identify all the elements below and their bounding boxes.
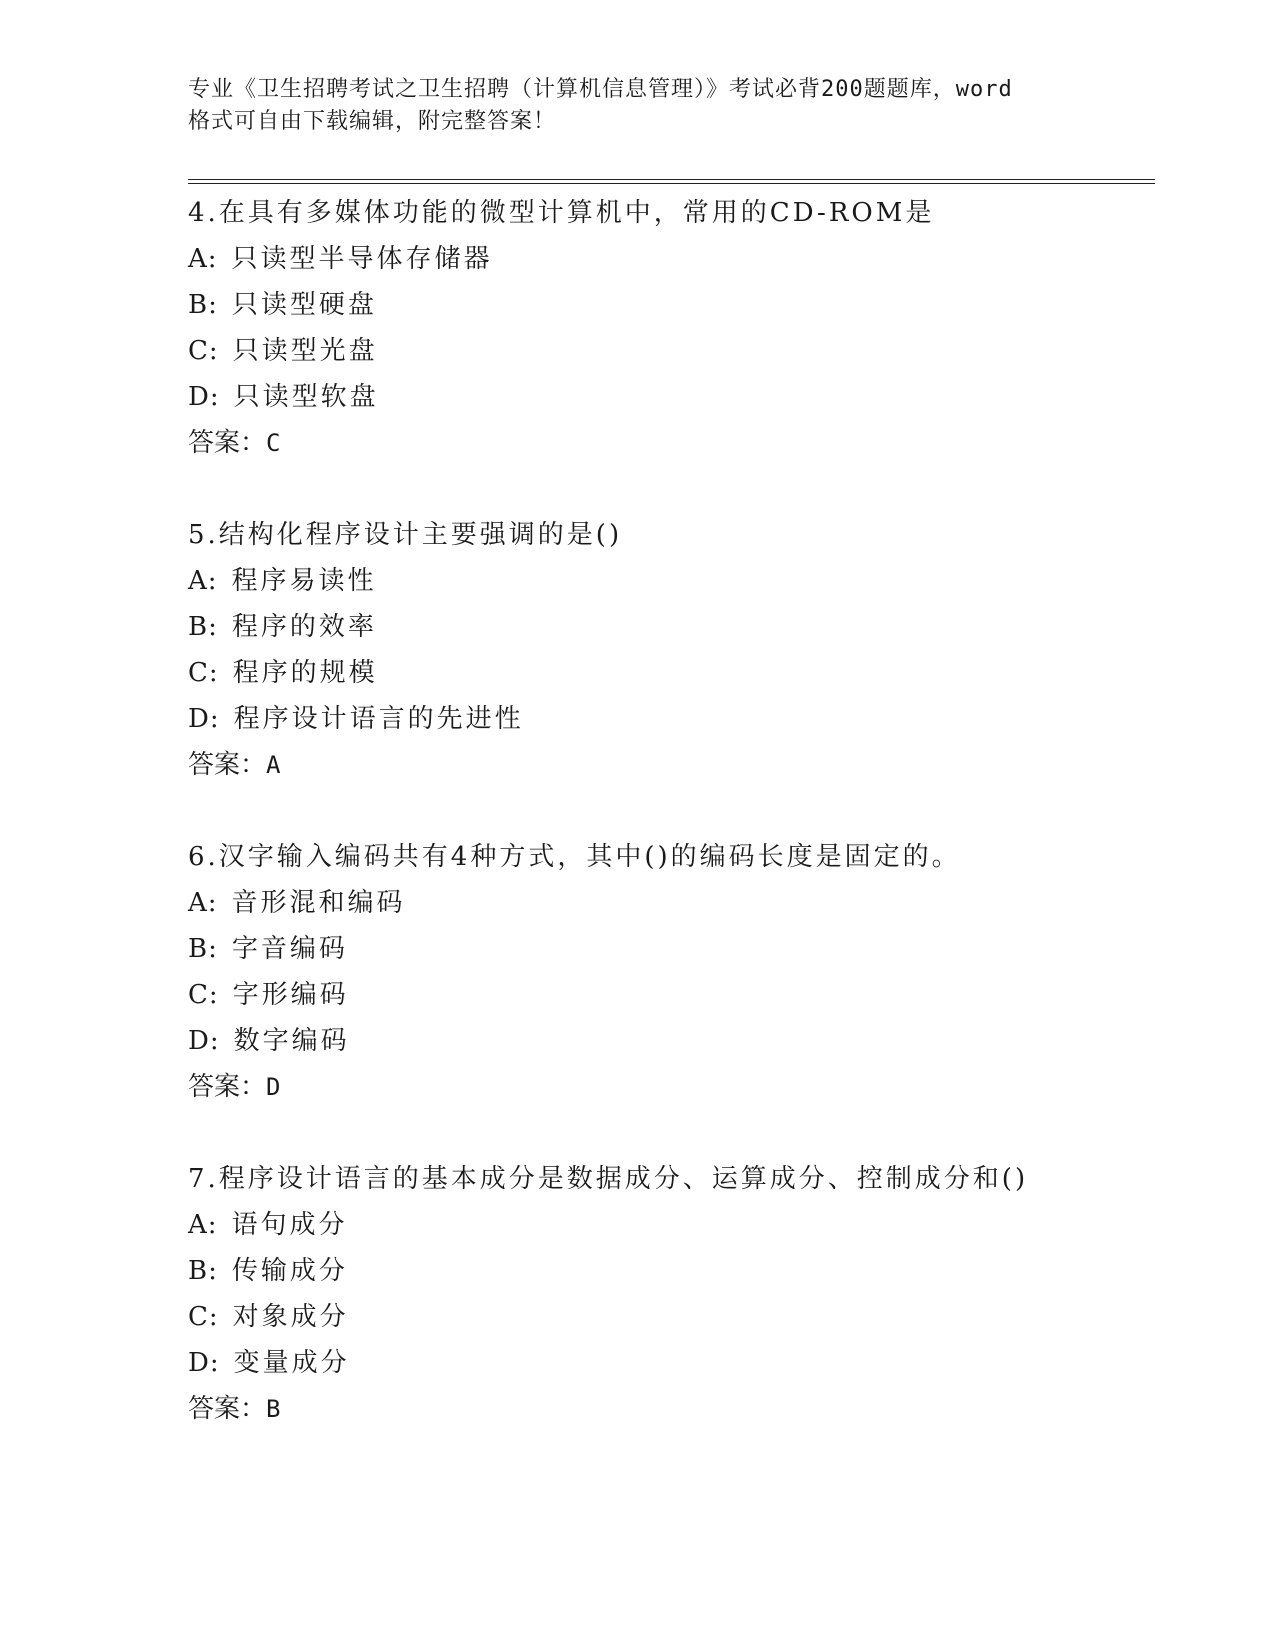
option-label: D: [188,1348,220,1378]
question-4 [188,190,1148,466]
option-b [188,926,1148,972]
option-a [188,236,1148,282]
question-stem: 6.汉字输入编码共有4种方式，其中()的编码长度是固定的。 [188,842,961,872]
option-label: C: [188,1302,219,1332]
option-text: 只读型光盘 [232,336,378,366]
option-text: 对象成分 [232,1302,349,1332]
answer-label: 答案： [188,428,267,458]
option-c [188,1294,1148,1340]
option-d [188,696,1148,742]
header-line-2: 格式可自由下载编辑，附完整答案！ [188,109,557,134]
option-label: D: [188,1026,220,1056]
option-text: 程序的效率 [231,612,377,642]
answer-value: C [266,429,281,457]
option-label: C: [188,336,219,366]
question-stem: 7.程序设计语言的基本成分是数据成分、运算成分、控制成分和() [188,1164,1029,1194]
answer-line [188,420,1148,466]
option-text: 传输成分 [231,1256,348,1286]
answer-value: A [266,751,281,779]
option-label: C: [188,658,219,688]
header-divider-top [188,179,1155,180]
option-text: 程序的规模 [232,658,378,688]
option-text: 程序易读性 [231,566,377,596]
answer-value: D [266,1073,281,1101]
header-divider-bottom [188,183,1155,184]
answer-line [188,1064,1148,1110]
option-d [188,1340,1148,1386]
option-b [188,604,1148,650]
answer-value: B [266,1395,281,1423]
option-a [188,1202,1148,1248]
option-label: A: [188,888,218,918]
option-text: 变量成分 [233,1348,350,1378]
option-label: B: [188,612,218,642]
option-a [188,558,1148,604]
document-header [188,74,1088,138]
option-text: 只读型半导体存储器 [231,244,493,274]
question-stem: 4.在具有多媒体功能的微型计算机中，常用的CD-ROM是 [188,198,935,228]
option-label: B: [188,934,218,964]
option-text: 字音编码 [231,934,348,964]
answer-label: 答案： [188,1072,267,1102]
option-label: A: [188,244,218,274]
answer-label: 答案： [188,1394,267,1424]
answer-line [188,1386,1148,1432]
option-label: A: [188,1210,218,1240]
option-text: 数字编码 [233,1026,350,1056]
option-c [188,650,1148,696]
option-label: B: [188,1256,218,1286]
option-text: 只读型软盘 [233,382,379,412]
option-text: 音形混和编码 [231,888,406,918]
option-label: A: [188,566,218,596]
answer-line [188,742,1148,788]
option-text: 程序设计语言的先进性 [233,704,524,734]
option-a [188,880,1148,926]
answer-label: 答案： [188,750,267,780]
question-5 [188,512,1148,788]
option-b [188,282,1148,328]
option-label: D: [188,704,220,734]
option-b [188,1248,1148,1294]
option-label: B: [188,290,218,320]
option-text: 只读型硬盘 [231,290,377,320]
question-6 [188,834,1148,1110]
option-d [188,1018,1148,1064]
option-c [188,328,1148,374]
option-text: 语句成分 [231,1210,348,1240]
option-c [188,972,1148,1018]
option-text: 字形编码 [232,980,349,1010]
option-label: C: [188,980,219,1010]
option-d [188,374,1148,420]
question-list [188,190,1148,1478]
option-label: D: [188,382,220,412]
question-7 [188,1156,1148,1432]
header-line-1: 专业《卫生招聘考试之卫生招聘（计算机信息管理）》考试必背200题题库，word [188,77,1013,102]
question-stem: 5.结构化程序设计主要强调的是() [188,520,623,550]
